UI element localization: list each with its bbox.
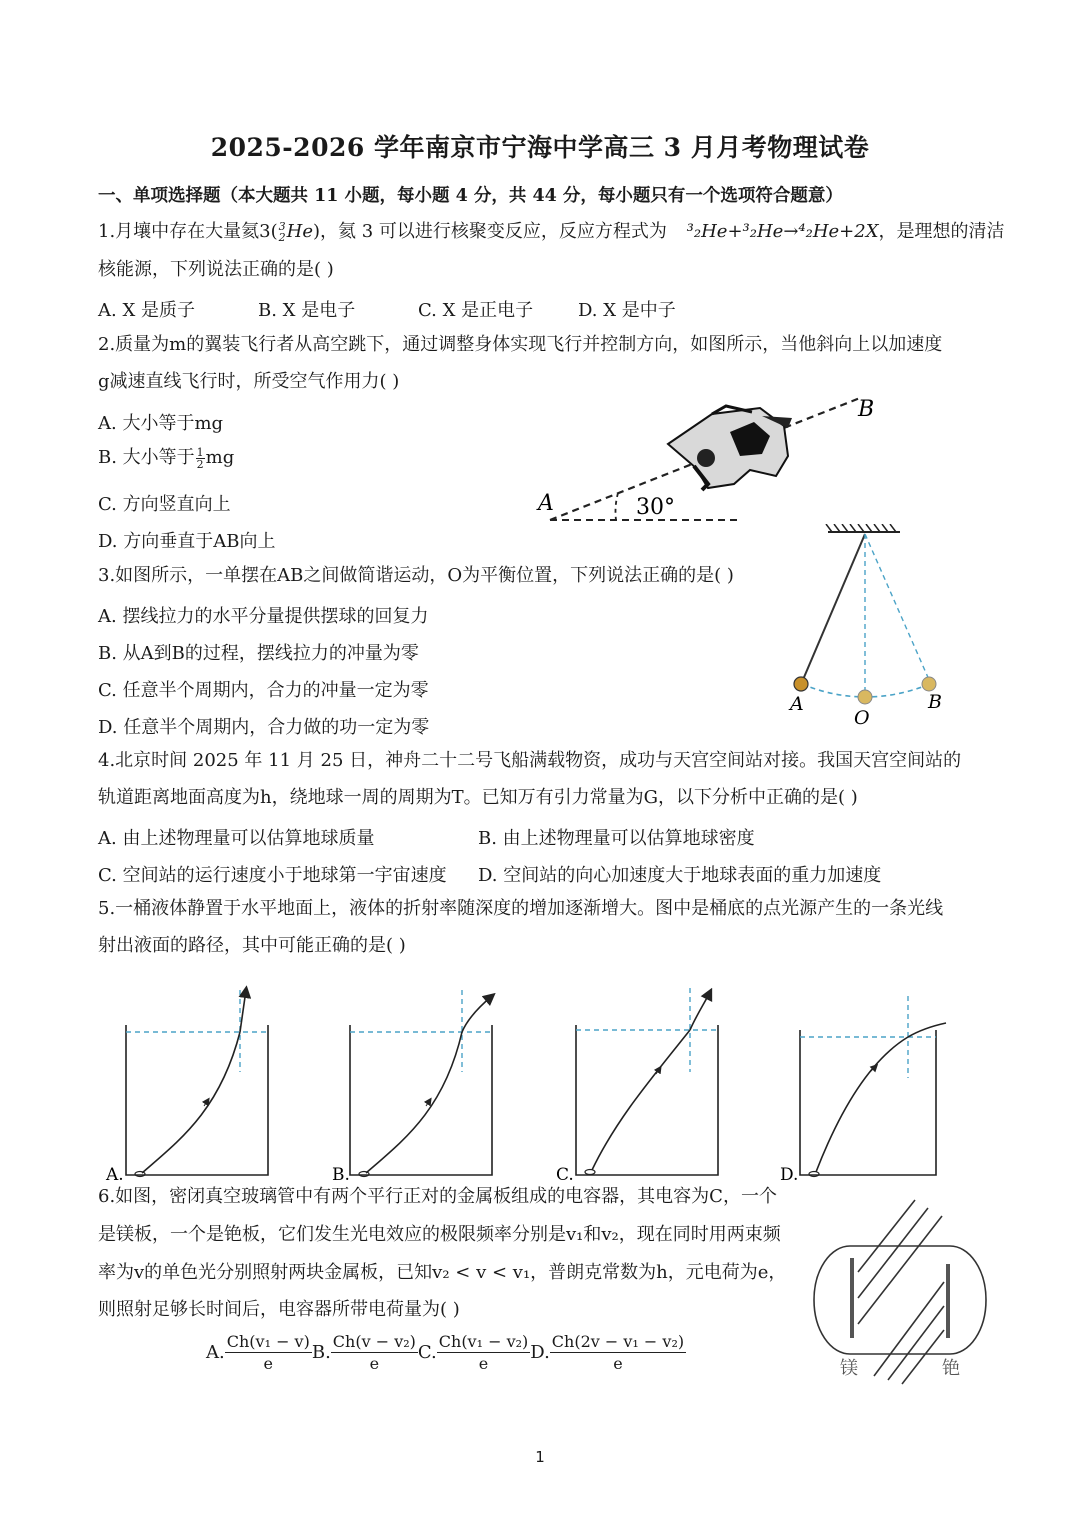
q3-pendulum-figure bbox=[780, 524, 960, 734]
q3-line1: 3.如图所示，一单摆在AB之间做简谐运动，O为平衡位置，下列说法正确的是( ) bbox=[98, 565, 734, 586]
q5-line2: 射出液面的路径，其中可能正确的是( ) bbox=[98, 935, 406, 956]
q4-line2: 轨道距离地面高度为h，绕地球一周的周期为T。已知万有引力常量为G，以下分析中正确的是( ) bbox=[98, 787, 858, 808]
q3-option-c[interactable]: C. 任意半个周期内，合力的冲量一定为零 bbox=[98, 680, 429, 701]
q6-options bbox=[206, 1334, 686, 1373]
q1-line2: 核能源，下列说法正确的是( ) bbox=[98, 259, 334, 280]
page-number: 1 bbox=[535, 1448, 545, 1466]
q3-option-d[interactable]: D. 任意半个周期内，合力做的功一定为零 bbox=[98, 717, 430, 738]
q2-wingsuit-figure bbox=[530, 392, 890, 532]
pendulum-ball-a bbox=[794, 677, 808, 691]
q6-option-d[interactable]: D. $\frac{\text{Ch(2v − v₁ − v₂)}}{e}$ bbox=[530, 1332, 685, 1373]
q5-bucket-d bbox=[780, 996, 946, 1185]
pendulum-ball-b bbox=[922, 677, 936, 691]
q6-option-a[interactable]: A. $\frac{\text{Ch(v₁ − v)}}{e}$ bbox=[206, 1332, 310, 1373]
q5-bucket-b bbox=[332, 990, 492, 1185]
q2-option-a[interactable]: A. 大小等于mg bbox=[98, 413, 224, 434]
q5-label-d: D. bbox=[780, 1165, 799, 1185]
q1-line1: 1.月壤中存在大量氦3( 3 2 He)，氦 3 可以进行核聚变反应，反应方程式为 ³₂He+³₂He→⁴₂He+2X，是理想的清洁 bbox=[98, 220, 1005, 244]
q6-line4: 则照射足够长时间后，电容器所带电荷量为( ) bbox=[98, 1299, 460, 1320]
pendulum-ball-o bbox=[858, 690, 872, 704]
section-heading: 一、单项选择题（本大题共 11 小题，每小题 4 分，共 44 分，每小题只有一个选项符合题意） bbox=[98, 186, 843, 206]
q5-label-a: A. bbox=[106, 1165, 124, 1185]
q5-label-c: C. bbox=[556, 1165, 574, 1185]
q5-line1: 5.一桶液体静置于水平地面上，液体的折射率随深度的增加逐渐增大。图中是桶底的点光源产生的一条光线 bbox=[98, 898, 944, 919]
q5-label-b: B. bbox=[332, 1165, 350, 1185]
q2-angle-label: 30° bbox=[636, 495, 675, 520]
q6-line2: 是镁板，一个是铯板，它们发生光电效应的极限频率分别是v₁和v₂，现在同时用两束频 bbox=[98, 1224, 781, 1245]
q4-option-d[interactable]: D. 空间站的向心加速度大于地球表面的重力加速度 bbox=[478, 865, 882, 886]
q1-option-c[interactable]: C. X 是正电子 bbox=[418, 300, 534, 321]
q4-option-c[interactable]: C. 空间站的运行速度小于地球第一宇宙速度 bbox=[98, 865, 447, 886]
helium3-symbol: 3 2 He bbox=[278, 220, 314, 244]
q4-option-b[interactable]: B. 由上述物理量可以估算地球密度 bbox=[478, 828, 755, 849]
q4-option-a[interactable]: A. 由上述物理量可以估算地球质量 bbox=[98, 828, 375, 849]
q1-equation: ³₂He+³₂He→⁴₂He+2X bbox=[686, 221, 879, 242]
q3-option-a[interactable]: A. 摆线拉力的水平分量提供摆球的回复力 bbox=[98, 606, 429, 627]
q1-option-a[interactable]: A. X 是质子 bbox=[98, 300, 195, 321]
q6-line3: 率为v的单色光分别照射两块金属板，已知v₂ < v < v₁，普朗克常数为h，元电荷为e， bbox=[98, 1262, 787, 1283]
q2-option-c[interactable]: C. 方向竖直向上 bbox=[98, 494, 231, 515]
q5-buckets-figure bbox=[100, 980, 950, 1185]
q2-option-d[interactable]: D. 方向垂直于AB向上 bbox=[98, 531, 276, 552]
q2-line2: g减速直线飞行时，所受空气作用力( ) bbox=[98, 371, 400, 392]
q4-line1: 4.北京时间 2025 年 11 月 25 日，神舟二十二号飞船满载物资，成功与天宫空间站对接。我国天宫空间站的 bbox=[98, 750, 962, 771]
q6-label-mg: 镁 bbox=[840, 1358, 858, 1379]
q6-label-cs: 铯 bbox=[942, 1358, 960, 1379]
q3-label-b: B bbox=[928, 691, 942, 713]
q2-line1: 2.质量为m的翼装飞行者从高空跳下，通过调整身体实现飞行并控制方向，如图所示，当他斜向上以加速度 bbox=[98, 334, 943, 355]
q2-label-a: A bbox=[538, 491, 554, 516]
q6-option-c[interactable]: C. $\frac{\text{Ch(v₁ − v₂)}}{e}$ bbox=[417, 1332, 529, 1373]
q6-option-b[interactable]: B. $\frac{\text{Ch(v − v₂)}}{e}$ bbox=[311, 1332, 416, 1373]
q5-bucket-a bbox=[105, 990, 268, 1185]
q1-option-b[interactable]: B. X 是电子 bbox=[258, 300, 356, 321]
q3-label-a: A bbox=[790, 693, 804, 715]
page-title: 2025-2026 学年南京市宁海中学高三 3 月月考物理试卷 bbox=[210, 133, 870, 162]
q3-label-o: O bbox=[854, 707, 870, 729]
q6-tube-figure bbox=[810, 1190, 990, 1390]
q1-option-d[interactable]: D. X 是中子 bbox=[578, 300, 676, 321]
q2-option-b[interactable]: B. 大小等于 $\frac{1}{2}$ mg bbox=[98, 445, 235, 471]
q2-label-b: B bbox=[858, 397, 875, 422]
q6-line1: 6.如图，密闭真空玻璃管中有两个平行正对的金属板组成的电容器，其电容为C，一个 bbox=[98, 1186, 777, 1207]
wingsuit-flyer-icon bbox=[668, 406, 792, 490]
q3-option-b[interactable]: B. 从A到B的过程，摆线拉力的冲量为零 bbox=[98, 643, 419, 664]
q5-bucket-c bbox=[556, 988, 718, 1185]
